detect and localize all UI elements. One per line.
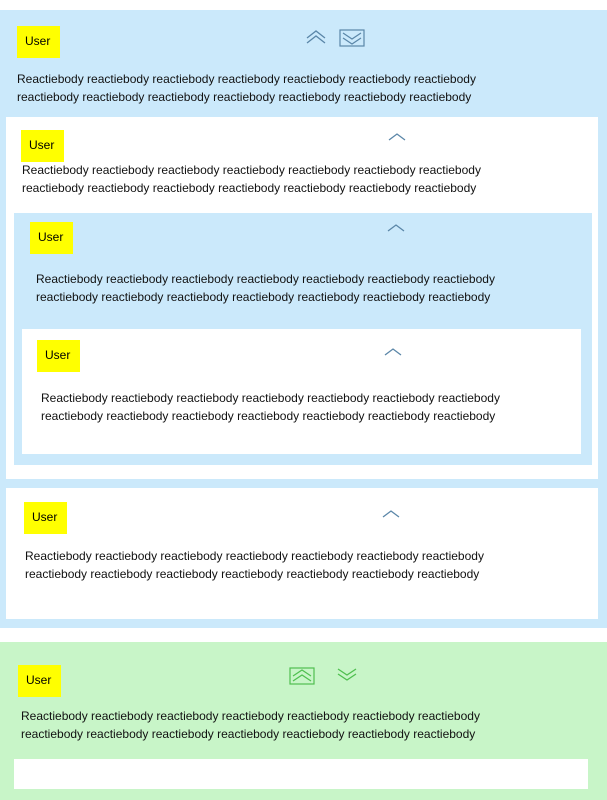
comment-body — [25, 547, 484, 583]
reply-input-box[interactable] — [14, 759, 588, 789]
comment-thread-2 — [0, 642, 607, 800]
comment-thread-1 — [0, 10, 607, 628]
user-label[interactable]: User — [18, 665, 61, 697]
comment-body-line: Reactiebody reactiebody reactiebody reactiebody reactiebody reactiebody reactiebody — [36, 272, 495, 286]
reply-1-1 — [14, 213, 592, 465]
comment-body-line: reactiebody reactiebody reactiebody reactiebody reactiebody reactiebody reactiebody — [41, 409, 496, 423]
comment-body — [41, 389, 500, 425]
expand-all-boxed-icon[interactable] — [289, 667, 315, 685]
comment-body-line: Reactiebody reactiebody reactiebody reactiebody reactiebody reactiebody reactiebody — [17, 72, 476, 86]
reply-1-1-1 — [22, 329, 581, 454]
user-label[interactable]: User — [30, 222, 73, 254]
comment-body-line: reactiebody reactiebody reactiebody reactiebody reactiebody reactiebody reactiebody — [25, 567, 480, 581]
reply-2 — [6, 488, 598, 619]
comment-body-line: reactiebody reactiebody reactiebody reactiebody reactiebody reactiebody reactiebody — [21, 727, 476, 741]
user-label[interactable]: User — [37, 340, 80, 372]
comment-body — [17, 70, 476, 106]
chevron-up-icon[interactable] — [386, 222, 406, 234]
collapse-all-boxed-icon[interactable] — [339, 29, 365, 47]
comment-body-line: Reactiebody reactiebody reactiebody reactiebody reactiebody reactiebody reactiebody — [21, 709, 480, 723]
user-label[interactable]: User — [24, 502, 67, 534]
comment-body-line: reactiebody reactiebody reactiebody reactiebody reactiebody reactiebody reactiebody — [36, 290, 491, 304]
comment-body-line: reactiebody reactiebody reactiebody reactiebody reactiebody reactiebody reactiebody — [17, 90, 472, 104]
comment-body-line: Reactiebody reactiebody reactiebody reactiebody reactiebody reactiebody reactiebody — [41, 391, 500, 405]
comment-body — [36, 270, 495, 306]
chevron-up-icon[interactable] — [381, 508, 401, 520]
double-chevron-down-icon[interactable] — [336, 666, 358, 684]
double-chevron-up-icon[interactable] — [305, 28, 327, 46]
user-label[interactable]: User — [17, 26, 60, 58]
comment-body — [21, 707, 480, 743]
reply-1 — [6, 117, 598, 479]
chevron-up-icon[interactable] — [383, 346, 403, 358]
comment-body-line: Reactiebody reactiebody reactiebody reactiebody reactiebody reactiebody reactiebody — [22, 163, 481, 177]
comment-body-line: reactiebody reactiebody reactiebody reactiebody reactiebody reactiebody reactiebody — [22, 181, 477, 195]
comment-body-line: Reactiebody reactiebody reactiebody reactiebody reactiebody reactiebody reactiebody — [25, 549, 484, 563]
chevron-up-icon[interactable] — [387, 131, 407, 143]
user-label[interactable]: User — [21, 130, 64, 162]
comment-body — [22, 161, 481, 197]
